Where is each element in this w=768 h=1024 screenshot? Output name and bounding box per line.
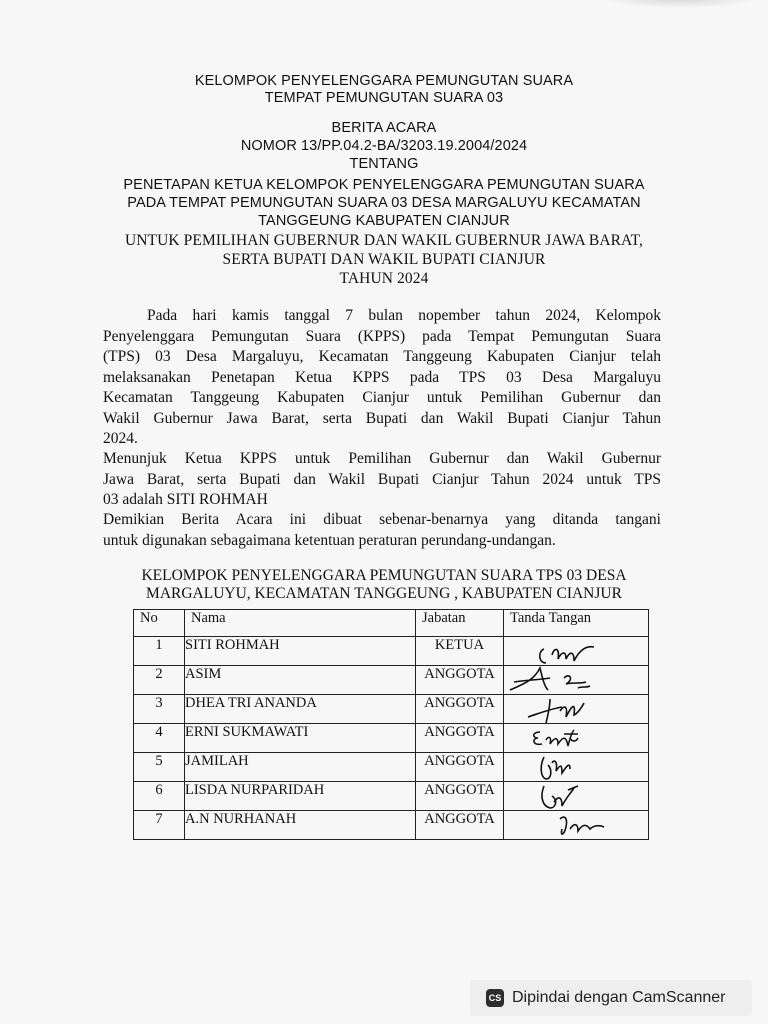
paragraph-line: Demikian Berita Acara ini dibuat sebenar-benarnya yang ditanda tangani — [103, 511, 661, 528]
signature-5 — [504, 753, 648, 783]
row-number: 2 — [134, 666, 185, 695]
doc-type: BERITA ACARA — [331, 120, 437, 136]
signature-2 — [504, 666, 648, 696]
paragraph-1 — [103, 306, 661, 450]
signature-cell — [504, 695, 649, 724]
member-role: ANGGOTA — [416, 695, 504, 724]
signature-6 — [504, 782, 648, 812]
member-name: LISDA NURPARIDAH — [185, 782, 416, 811]
signature-cell — [504, 666, 649, 695]
camscanner-label: Dipindai dengan CamScanner — [512, 989, 726, 1006]
member-name: DHEA TRI ANANDA — [185, 695, 416, 724]
member-role: ANGGOTA — [416, 811, 504, 840]
member-name: ASIM — [185, 666, 416, 695]
table-header-row — [134, 610, 649, 637]
org-line-1: KELOMPOK PENYELENGGARA PEMUNGUTAN SUARA — [194, 73, 574, 89]
signature-cell — [504, 637, 649, 666]
member-name: SITI ROHMAH — [185, 637, 416, 666]
signature-3 — [504, 695, 648, 725]
election-line-2: SERTA BUPATI DAN WAKIL BUPATI CIANJUR — [222, 251, 546, 268]
paragraph-3 — [103, 510, 661, 551]
table-caption-line-2: MARGALUYU, KECAMATAN TANGGEUNG , KABUPATEN CIANJUR — [146, 585, 622, 602]
column-header-no: No — [134, 610, 185, 637]
signature-7 — [504, 811, 648, 841]
signature-cell — [504, 782, 649, 811]
election-year: TAHUN 2024 — [339, 270, 429, 287]
table-row — [134, 753, 649, 782]
member-name: JAMILAH — [185, 753, 416, 782]
paragraph-line: 03 adalah SITI ROHMAH — [103, 491, 268, 508]
row-number: 1 — [134, 637, 185, 666]
row-number: 5 — [134, 753, 185, 782]
paragraph-2 — [103, 449, 661, 511]
paragraph-line: Menunjuk Ketua KPPS untuk Pemilihan Gubernur dan Wakil Gubernur — [103, 450, 661, 467]
signature-1 — [504, 637, 648, 667]
column-header-name: Nama — [185, 610, 416, 637]
subject-line-2: PADA TEMPAT PEMUNGUTAN SUARA 03 DESA MARGALUYU KECAMATAN — [127, 195, 641, 211]
paragraph-line: 2024. — [103, 430, 138, 447]
table-row — [134, 695, 649, 724]
member-role: ANGGOTA — [416, 724, 504, 753]
signature-cell — [504, 811, 649, 840]
doc-number: NOMOR 13/PP.04.2-BA/3203.19.2004/2024 — [240, 138, 528, 154]
camscanner-watermark — [470, 980, 752, 1016]
table-row — [134, 782, 649, 811]
member-role: ANGGOTA — [416, 753, 504, 782]
table-caption-line-1: KELOMPOK PENYELENGGARA PEMUNGUTAN SUARA TPS 03 DESA — [141, 567, 627, 584]
paragraph-line: (TPS) 03 Desa Margaluyu, Kecamatan Tanggeung Kabupaten Cianjur telah — [103, 348, 661, 365]
row-number: 3 — [134, 695, 185, 724]
paragraph-line: Pada hari kamis tanggal 7 bulan nopember tahun 2024, Kelompok — [147, 307, 661, 324]
member-role: ANGGOTA — [416, 782, 504, 811]
members-table — [133, 609, 649, 840]
paragraph-line: untuk digunakan sebagaimana ketentuan peraturan perundang-undangan. — [103, 531, 556, 549]
row-number: 6 — [134, 782, 185, 811]
paragraph-line: Jawa Barat, serta Bupati dan Wakil Bupati Cianjur Tahun 2024 untuk TPS — [103, 470, 661, 488]
row-number: 4 — [134, 724, 185, 753]
paragraph-line: Kecamatan Tanggeung Kabupaten Cianjur untuk Pemilihan Gubernur dan — [103, 389, 661, 406]
election-line-1: UNTUK PEMILIHAN GUBERNUR DAN WAKIL GUBERNUR JAWA BARAT, — [124, 232, 644, 249]
scan-shadow — [600, 0, 760, 8]
table-row — [134, 724, 649, 753]
column-header-role: Jabatan — [416, 610, 504, 637]
member-name: A.N NURHANAH — [185, 811, 416, 840]
doc-about: TENTANG — [349, 156, 419, 172]
table-row — [134, 637, 649, 666]
signature-cell — [504, 753, 649, 782]
member-role: ANGGOTA — [416, 666, 504, 695]
row-number: 7 — [134, 811, 185, 840]
camscanner-icon: CS — [486, 989, 504, 1007]
org-line-2: TEMPAT PEMUNGUTAN SUARA 03 — [264, 90, 504, 106]
member-name: ERNI SUKMAWATI — [185, 724, 416, 753]
subject-line-1: PENETAPAN KETUA KELOMPOK PENYELENGGARA PEMUNGUTAN SUARA — [123, 177, 645, 193]
signature-4 — [504, 724, 648, 754]
paragraph-line: melaksanakan Penetapan Ketua KPPS pada TPS 03 Desa Margaluyu — [103, 368, 661, 386]
member-role: KETUA — [416, 637, 504, 666]
subject-line-3: TANGGEUNG KABUPATEN CIANJUR — [258, 213, 510, 229]
paragraph-line: Wakil Gubernur Jawa Barat, serta Bupati dan Wakil Bupati Cianjur Tahun — [103, 409, 661, 427]
column-header-signature: Tanda Tangan — [504, 610, 649, 637]
table-row — [134, 811, 649, 840]
paragraph-line: Penyelenggara Pemungutan Suara (KPPS) pada Tempat Pemungutan Suara — [103, 327, 661, 345]
signature-cell — [504, 724, 649, 753]
table-row — [134, 666, 649, 695]
